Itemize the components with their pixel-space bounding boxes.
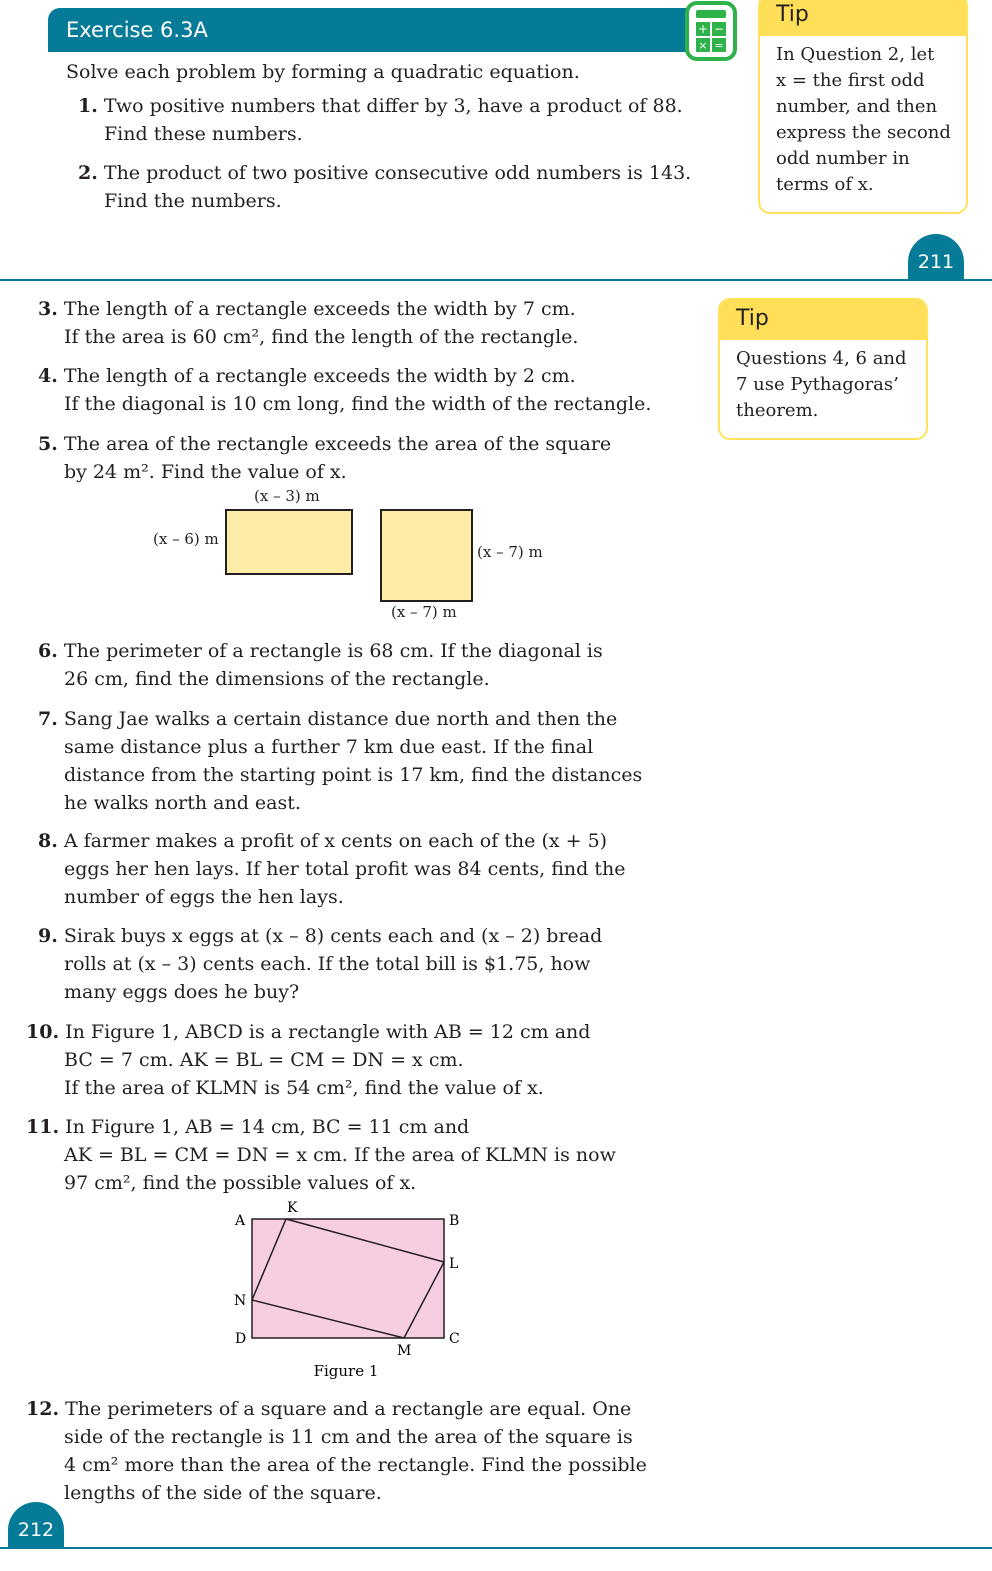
svg-text:−: −	[713, 22, 725, 36]
square-right-label: (x – 7) m	[477, 543, 543, 561]
question-2: 2. The product of two positive consecutive odd numbers is 143. Find the numbers.	[78, 162, 692, 212]
rect-left-label: (x – 6) m	[153, 530, 219, 548]
label-c: C	[449, 1331, 460, 1347]
page-number-212: 212	[8, 1502, 64, 1548]
tip-text: Questions 4, 6 and 7 use Pythagoras’ theorem.	[736, 348, 907, 421]
question-6: 6. The perimeter of a rectangle is 68 cm. If the diagonal is 26 cm, find the dimensions of the rectangle.	[38, 640, 603, 690]
page-bottom-rule	[0, 1547, 992, 1549]
calculator-icon	[684, 0, 738, 62]
rectangle-abcd	[252, 1219, 444, 1338]
square-bottom-label: (x – 7) m	[391, 603, 457, 621]
tip-heading: Tip	[760, 0, 966, 36]
question-12: 12. The perimeters of a square and a rectangle are equal. One side of the rectangle is 11 cm and the area of the square is 4 cm² more than the area of the rectangle. Find the possible lengths of the side of the square.	[26, 1398, 647, 1504]
question-7: 7. Sang Jae walks a certain distance due north and then the same distance plus a further 7 km due east. If the final distance from the starting point is 17 km, find the distances he walks north and east.	[38, 708, 643, 814]
exercise-title: Exercise 6.3A	[66, 18, 208, 42]
tip-box-question-2	[758, 0, 968, 214]
tip-box-pythagoras	[718, 298, 928, 440]
question-9: 9. Sirak buys x eggs at (x – 8) cents each and (x – 2) bread rolls at (x – 3) cents each. If the total bill is $1.75, how many eggs does he buy?	[38, 925, 603, 1003]
figure-caption: Figure 1	[313, 1362, 379, 1380]
label-a: A	[235, 1213, 246, 1229]
question-10: 10. In Figure 1, ABCD is a rectangle with AB = 12 cm and BC = 7 cm. AK = BL = CM = DN = x cm. If the area of KLMN is 54 cm², find the value of x.	[26, 1021, 591, 1099]
exercise-intro: Solve each problem by forming a quadratic equation.	[66, 61, 580, 83]
q5-rectangle	[225, 509, 353, 575]
figure-1	[220, 1196, 480, 1386]
q5-square	[380, 509, 473, 602]
label-b: B	[449, 1213, 460, 1229]
label-n: N	[234, 1293, 247, 1309]
rect-top-label: (x – 3) m	[254, 487, 320, 505]
question-1: 1. Two positive numbers that differ by 3, have a product of 88. Find these numbers.	[78, 95, 683, 145]
tip-heading: Tip	[720, 300, 926, 340]
svg-text:=: =	[714, 39, 724, 52]
label-m: M	[397, 1343, 412, 1359]
svg-text:+: +	[697, 22, 709, 36]
tip-text: In Question 2, let x = the first odd number, and then express the second odd number in terms of x.	[776, 44, 951, 195]
question-4: 4. The length of a rectangle exceeds the width by 2 cm. If the diagonal is 10 cm long, find the width of the rectangle.	[38, 365, 652, 415]
question-11: 11. In Figure 1, AB = 14 cm, BC = 11 cm and AK = BL = CM = DN = x cm. If the area of KLMN is now 97 cm², find the possible values of x.	[26, 1116, 616, 1194]
page-number-211: 211	[908, 234, 964, 280]
question-3: 3. The length of a rectangle exceeds the width by 7 cm. If the area is 60 cm², find the length of the rectangle.	[38, 298, 579, 348]
label-k: K	[287, 1200, 298, 1216]
question-5: 5. The area of the rectangle exceeds the area of the square by 24 m². Find the value of x.	[38, 433, 612, 483]
label-l: L	[449, 1256, 459, 1272]
question-8: 8. A farmer makes a profit of x cents on each of the (x + 5) eggs her hen lays. If her total profit was 84 cents, find the number of eggs the hen lays.	[38, 830, 626, 908]
label-d: D	[235, 1331, 247, 1347]
svg-text:×: ×	[698, 39, 708, 52]
page-divider	[0, 279, 992, 281]
